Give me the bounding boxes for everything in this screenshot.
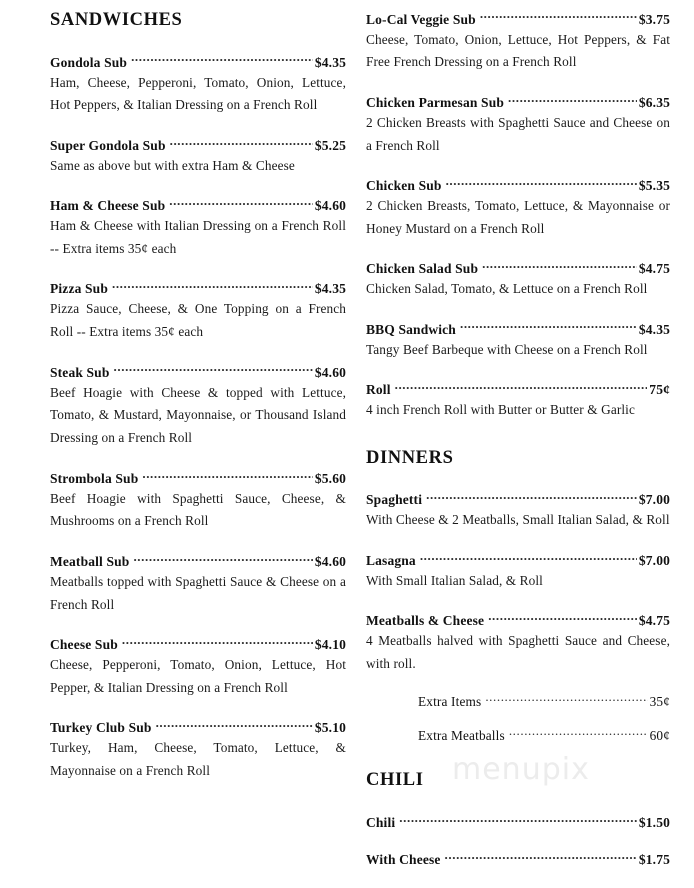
menu-item bbox=[366, 93, 670, 157]
menu-item bbox=[366, 10, 670, 74]
menu-item-name: Lo-Cal Veggie Sub bbox=[366, 11, 476, 27]
menu-item-price: 75¢ bbox=[649, 381, 670, 397]
dot-leader bbox=[420, 551, 637, 565]
menu-columns bbox=[50, 10, 670, 868]
menu-item bbox=[50, 280, 346, 344]
menu-item bbox=[50, 469, 346, 533]
menu-item bbox=[366, 611, 670, 675]
chili-item-list bbox=[366, 813, 670, 868]
dot-leader bbox=[446, 176, 637, 190]
right-column bbox=[358, 10, 670, 888]
dot-leader bbox=[488, 611, 637, 625]
dot-leader bbox=[133, 552, 312, 566]
dot-leader bbox=[131, 53, 313, 67]
menu-item bbox=[366, 491, 670, 532]
dot-leader bbox=[445, 851, 637, 865]
dinners-item-list bbox=[366, 491, 670, 676]
menu-item-name: Cheese Sub bbox=[50, 637, 118, 653]
section-heading-dinners: DINNERS bbox=[366, 447, 454, 468]
menu-item-price: $4.35 bbox=[314, 54, 346, 70]
menu-item-price: $5.60 bbox=[314, 470, 346, 486]
menu-item bbox=[50, 136, 346, 177]
menu-item-description: Pizza Sauce, Cheese, & One Topping on a French Roll -- Extra items 35¢ each bbox=[50, 301, 346, 340]
dot-leader bbox=[112, 280, 313, 294]
menu-item-name: Chicken Parmesan Sub bbox=[366, 94, 505, 110]
menu-item-name: Super Gondola Sub bbox=[50, 137, 166, 153]
menu-item-price: 35¢ bbox=[649, 693, 670, 709]
menu-subitem bbox=[418, 693, 670, 710]
menu-item-title-row bbox=[418, 727, 670, 744]
sandwiches-continued-list bbox=[366, 10, 670, 422]
menu-item bbox=[50, 363, 346, 450]
menu-item-title-row bbox=[366, 851, 670, 869]
menu-subitem bbox=[418, 727, 670, 744]
menu-item-description: Cheese, Tomato, Onion, Lettuce, Hot Peppers, & Fat Free French Dressing on a French Roll bbox=[366, 31, 670, 70]
menu-item-price: $7.00 bbox=[638, 552, 670, 568]
dot-leader bbox=[482, 260, 637, 274]
menu-item bbox=[50, 719, 346, 783]
menu-item-name: Lasagna bbox=[366, 552, 416, 568]
menu-item-price: $4.75 bbox=[638, 612, 670, 628]
menu-item bbox=[50, 636, 346, 700]
menu-item bbox=[366, 380, 670, 421]
menu-item-title-row bbox=[50, 280, 346, 298]
menu-item-title-row bbox=[50, 636, 346, 654]
menu-item-name: BBQ Sandwich bbox=[366, 321, 456, 337]
dot-leader bbox=[395, 380, 648, 394]
menu-item-description: Beef Hoagie with Spaghetti Sauce, Cheese, & Mushrooms on a French Roll bbox=[50, 490, 346, 529]
menu-item bbox=[366, 851, 670, 869]
menu-item-name: Chili bbox=[366, 814, 396, 830]
menu-item-name: Roll bbox=[366, 381, 391, 397]
menu-item-title-row bbox=[366, 320, 670, 338]
dot-leader bbox=[142, 469, 313, 483]
menu-item-name: Steak Sub bbox=[50, 364, 110, 380]
menu-item-name: Spaghetti bbox=[366, 492, 423, 508]
menu-item-description: Cheese, Pepperoni, Tomato, Onion, Lettuce, Hot Pepper, & Italian Dressing on a French Roll bbox=[50, 657, 346, 695]
dot-leader bbox=[156, 719, 313, 733]
menu-item-price: $5.35 bbox=[638, 177, 670, 193]
dot-leader bbox=[508, 93, 637, 107]
menu-item-description: Ham & Cheese with Italian Dressing on a French Roll -- Extra items 35¢ each bbox=[50, 218, 346, 256]
menu-item-price: $4.35 bbox=[638, 321, 670, 337]
dot-leader bbox=[170, 136, 313, 150]
menu-item-title-row bbox=[50, 197, 346, 215]
menu-item-name: With Cheese bbox=[366, 852, 441, 868]
menu-item-name: Chicken Salad Sub bbox=[366, 261, 479, 277]
menu-item-title-row bbox=[50, 719, 346, 737]
menu-item-price: $6.35 bbox=[638, 94, 670, 110]
menu-item bbox=[50, 552, 346, 616]
menu-item-name: Strombola Sub bbox=[50, 470, 139, 486]
left-column bbox=[50, 10, 358, 783]
menu-item-price: 60¢ bbox=[649, 728, 670, 744]
menu-item bbox=[50, 197, 346, 261]
menu-item-title-row bbox=[50, 53, 346, 71]
menu-item-description: Beef Hoagie with Cheese & topped with Lettuce, Tomato, & Mustard, Mayonnaise, or Thousand Island Dressing on a French Roll bbox=[50, 384, 346, 446]
dot-leader bbox=[169, 197, 313, 211]
menu-item-title-row bbox=[50, 363, 346, 381]
menu-item-title-row bbox=[50, 136, 346, 154]
menu-item bbox=[366, 176, 670, 240]
menu-item-description: Tangy Beef Barbeque with Cheese on a French Roll bbox=[366, 341, 648, 357]
dot-leader bbox=[485, 693, 647, 706]
menu-item-description: 4 inch French Roll with Butter or Butter & Garlic bbox=[366, 401, 635, 417]
menu-item-title-row bbox=[366, 93, 670, 111]
menu-item-description: Chicken Salad, Tomato, & Lettuce on a French Roll bbox=[366, 281, 648, 297]
menu-item-name: Turkey Club Sub bbox=[50, 720, 152, 736]
menu-item-title-row bbox=[366, 380, 670, 398]
menu-item bbox=[50, 53, 346, 117]
menu-item-description: Same as above but with extra Ham & Cheese bbox=[50, 157, 295, 173]
section-heading-chili: CHILI bbox=[366, 770, 424, 791]
menu-item-description: 2 Chicken Breasts, Tomato, Lettuce, & Mayonnaise or Honey Mustard on a French Roll bbox=[366, 197, 670, 236]
menu-item bbox=[366, 260, 670, 301]
menu-item-price: $4.10 bbox=[314, 637, 346, 653]
menu-item-description: With Cheese & 2 Meatballs, Small Italian Salad, & Roll bbox=[366, 512, 670, 528]
dot-leader bbox=[426, 491, 637, 505]
menu-item-price: $4.75 bbox=[638, 261, 670, 277]
dot-leader bbox=[509, 727, 648, 740]
menu-item-price: $5.10 bbox=[314, 720, 346, 736]
menu-item-name: Pizza Sub bbox=[50, 281, 108, 297]
menu-item-price: $4.60 bbox=[314, 364, 346, 380]
menu-item-name: Ham & Cheese Sub bbox=[50, 198, 166, 214]
menu-item-price: $7.00 bbox=[638, 492, 670, 508]
menu-item-price: $5.25 bbox=[314, 137, 346, 153]
menu-item-description: 4 Meatballs halved with Spaghetti Sauce and Cheese, with roll. bbox=[366, 632, 670, 671]
menu-item-title-row bbox=[366, 260, 670, 278]
dot-leader bbox=[399, 813, 637, 827]
menu-item-price: $1.75 bbox=[638, 852, 670, 868]
menu-item-title-row bbox=[50, 552, 346, 570]
dot-leader bbox=[122, 636, 313, 650]
menu-item-price: $4.60 bbox=[314, 553, 346, 569]
dot-leader bbox=[460, 320, 637, 334]
menu-item-name: Gondola Sub bbox=[50, 54, 128, 70]
menu-item-name: Extra Meatballs bbox=[418, 728, 505, 744]
menu-item-description: 2 Chicken Breasts with Spaghetti Sauce and Cheese on a French Roll bbox=[366, 114, 670, 153]
menu-item-price: $4.60 bbox=[314, 198, 346, 214]
menu-item-title-row bbox=[366, 611, 670, 629]
menu-item-name: Meatball Sub bbox=[50, 553, 130, 569]
menu-item-title-row bbox=[50, 469, 346, 487]
menu-item-description: Ham, Cheese, Pepperoni, Tomato, Onion, Lettuce, Hot Peppers, & Italian Dressing on a French Roll bbox=[50, 74, 346, 113]
menu-item-name: Extra Items bbox=[418, 693, 482, 709]
dinners-extras-list bbox=[366, 693, 670, 745]
menu-item-price: $3.75 bbox=[638, 11, 670, 27]
menu-item-name: Chicken Sub bbox=[366, 177, 442, 193]
menu-item-title-row bbox=[366, 176, 670, 194]
menu-item-description: Meatballs topped with Spaghetti Sauce & Cheese on a French Roll bbox=[50, 573, 346, 612]
menu-item-description: With Small Italian Salad, & Roll bbox=[366, 572, 543, 588]
dot-leader bbox=[114, 363, 313, 377]
menu-item bbox=[366, 320, 670, 361]
menu-item-price: $4.35 bbox=[314, 281, 346, 297]
menu-item-title-row bbox=[366, 551, 670, 569]
menupix-watermark: menupix bbox=[452, 752, 590, 787]
menu-item-title-row bbox=[418, 693, 670, 710]
section-heading-sandwiches: SANDWICHES bbox=[50, 10, 183, 30]
sandwiches-item-list bbox=[50, 53, 346, 783]
menu-item-title-row bbox=[366, 10, 670, 28]
menu-item-price: $1.50 bbox=[638, 814, 670, 830]
menu-item-name: Meatballs & Cheese bbox=[366, 612, 485, 628]
dot-leader bbox=[480, 10, 637, 24]
menu-item-title-row bbox=[366, 813, 670, 831]
menu-item-description: Turkey, Ham, Cheese, Tomato, Lettuce, & Mayonnaise on a French Roll bbox=[50, 740, 346, 779]
menu-item bbox=[366, 813, 670, 831]
menu-item bbox=[366, 551, 670, 592]
menu-item-title-row bbox=[366, 491, 670, 509]
